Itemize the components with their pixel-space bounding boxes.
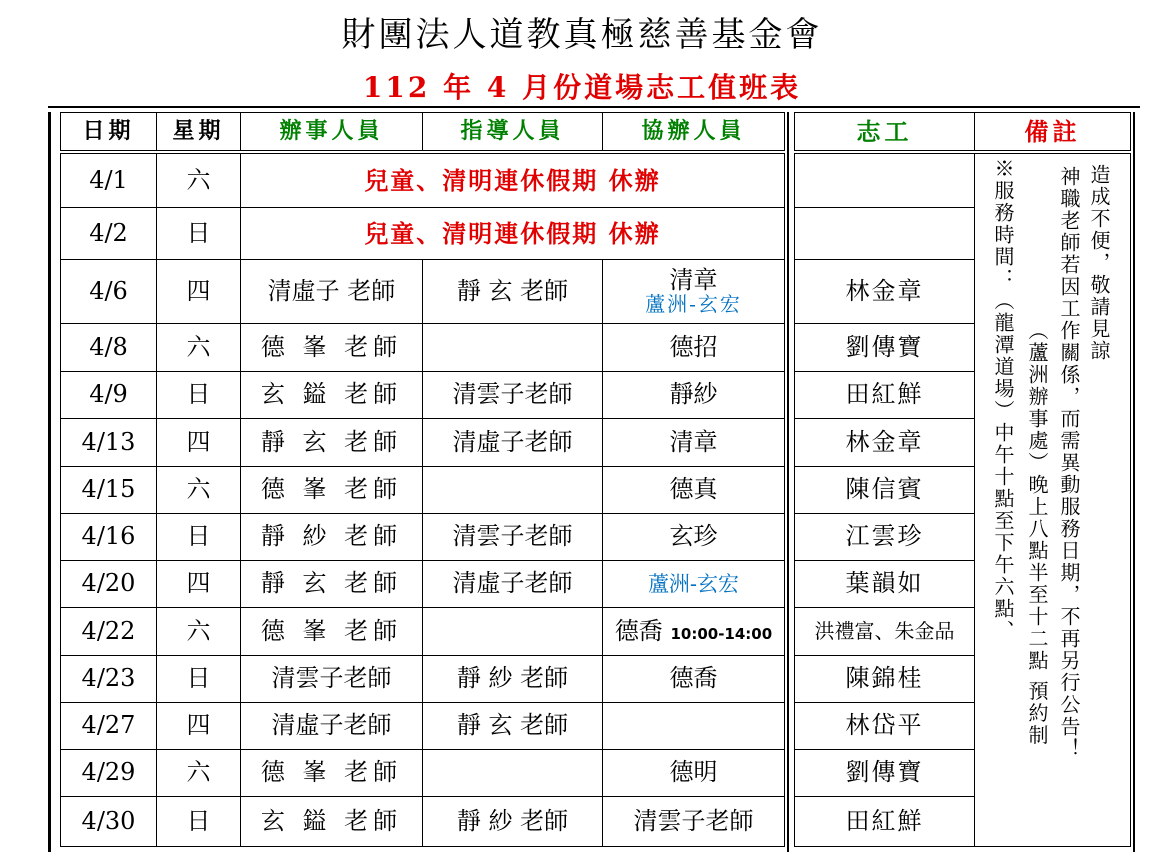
weekday-cell: 六 [157,324,241,372]
guidance-staff-cell: 清虛子老師 [423,419,603,467]
guidance-staff-cell [423,608,603,656]
date-cell: 4/16 [61,514,157,561]
office-staff-cell: 清虛子老師 [241,703,423,750]
holiday-notice: 兒童、清明連休假期 休辦 [241,154,785,208]
office-staff-cell: 玄 鎰 老師 [241,372,423,419]
assist-staff-branch: 蘆洲-玄宏 [645,291,742,316]
assist-staff-cell [603,703,785,750]
date-cell: 4/23 [61,656,157,703]
table-right-border [1133,112,1135,852]
guidance-staff-cell: 清雲子老師 [423,372,603,419]
office-staff-cell: 清虛子 老師 [241,260,423,324]
volunteer-cell: 林金章 [795,260,975,324]
guidance-staff-cell [423,324,603,372]
weekday-cell: 六 [157,608,241,656]
assist-staff-cell: 玄珍 [603,514,785,561]
volunteer-cell: 劉傳寶 [795,750,975,797]
header-volunteer: 志工 [795,113,975,151]
volunteer-cell: 田紅鮮 [795,797,975,847]
volunteer-cell: 田紅鮮 [795,372,975,419]
table-row [61,703,785,750]
holiday-notice: 兒童、清明連休假期 休辦 [241,208,785,260]
volunteer-cell: 林岱平 [795,703,975,750]
date-cell: 4/27 [61,703,157,750]
schedule-table [60,112,785,847]
table-header-row [61,113,785,151]
table-row [61,656,785,703]
office-staff-cell: 德 峯 老師 [241,467,423,514]
table-row [61,154,785,208]
volunteer-table [794,112,1131,847]
date-cell: 4/8 [61,324,157,372]
weekday-cell: 四 [157,260,241,324]
weekday-cell: 四 [157,561,241,608]
date-cell: 4/20 [61,561,157,608]
remarks-line: 神職老師若因工作關係，而需異動服務日期，不再另行公告！ [1057,166,1081,760]
office-staff-cell: 靜 紗 老師 [241,514,423,561]
office-staff-cell: 靜 玄 老師 [241,561,423,608]
remarks-cell [975,154,1131,847]
table-row [61,467,785,514]
assist-staff-cell: 德真 [603,467,785,514]
assist-staff-cell: 靜紗 [603,372,785,419]
assist-staff-cell: 德招 [603,324,785,372]
header-remarks: 備註 [975,113,1131,151]
volunteer-cell: 葉韻如 [795,561,975,608]
office-staff-cell: 德 峯 老師 [241,750,423,797]
date-cell: 4/15 [61,467,157,514]
assist-staff-name: 德喬 [614,616,663,645]
guidance-staff-cell: 靜 玄 老師 [423,260,603,324]
office-staff-cell: 玄 鎰 老師 [241,797,423,847]
table-row [61,608,785,656]
table-row [61,797,785,847]
guidance-staff-cell [423,467,603,514]
assist-staff-cell [603,608,785,656]
weekday-cell: 四 [157,419,241,467]
header-weekday: 星期 [157,113,241,151]
guidance-staff-cell: 清雲子老師 [423,514,603,561]
table-row [61,208,785,260]
table-row [61,260,785,324]
organization-title: 財團法人道教真極慈善基金會 [341,15,823,55]
weekday-cell: 日 [157,797,241,847]
date-cell: 4/22 [61,608,157,656]
schedule-title: 112 年 4 月份道場志工值班表 [362,71,802,104]
assist-staff-name: 清章 [669,266,718,295]
assist-staff-cell [603,260,785,324]
volunteer-cell: 江雲珍 [795,514,975,561]
assist-staff-cell: 德喬 [603,656,785,703]
assist-staff-time: 10:00-14:00 [670,624,773,643]
guidance-staff-cell: 清虛子老師 [423,561,603,608]
assist-staff-cell: 德明 [603,750,785,797]
weekday-cell: 日 [157,514,241,561]
date-cell: 4/1 [61,154,157,208]
table-left-border [48,112,51,852]
table-header-row [795,113,1131,151]
guidance-staff-cell [423,750,603,797]
volunteer-cell: 陳錦桂 [795,656,975,703]
guidance-staff-cell: 靜 紗 老師 [423,656,603,703]
weekday-cell: 四 [157,703,241,750]
assist-staff-cell: 清雲子老師 [603,797,785,847]
table-row [61,324,785,372]
assist-staff-cell: 蘆洲-玄宏 [603,561,785,608]
weekday-cell: 六 [157,467,241,514]
remarks-line: （蘆洲辦事處）晚上八點半至十二點 預約制 [1025,320,1049,747]
date-cell: 4/13 [61,419,157,467]
office-staff-cell: 德 峯 老師 [241,608,423,656]
date-cell: 4/2 [61,208,157,260]
remarks-line: ※服務時間：（龍潭道場）中午十點至下午六點、 [991,158,1015,642]
volunteer-cell [795,208,975,260]
assist-staff-cell: 清章 [603,419,785,467]
date-cell: 4/29 [61,750,157,797]
header-assist-staff: 協辦人員 [603,113,785,151]
table-middle-divider [787,112,789,852]
header-date: 日期 [61,113,157,151]
volunteer-cell: 陳信賓 [795,467,975,514]
table-row [61,419,785,467]
weekday-cell: 日 [157,656,241,703]
date-cell: 4/30 [61,797,157,847]
office-staff-cell: 清雲子老師 [241,656,423,703]
header-office-staff: 辦事人員 [241,113,423,151]
table-row [61,372,785,419]
remarks-line: 造成不便，敬請見諒 [1087,164,1111,362]
guidance-staff-cell: 靜 紗 老師 [423,797,603,847]
guidance-staff-cell: 靜 玄 老師 [423,703,603,750]
table-row [795,154,1131,208]
volunteer-cell: 洪禮富、朱金品 [795,608,975,656]
office-staff-cell: 德 峯 老師 [241,324,423,372]
date-cell: 4/6 [61,260,157,324]
volunteer-cell: 劉傳寶 [795,324,975,372]
date-cell: 4/9 [61,372,157,419]
title-divider [48,106,1140,108]
table-row [61,561,785,608]
volunteer-cell: 林金章 [795,419,975,467]
weekday-cell: 日 [157,372,241,419]
weekday-cell: 日 [157,208,241,260]
volunteer-cell [795,154,975,208]
header-guidance-staff: 指導人員 [423,113,603,151]
weekday-cell: 六 [157,154,241,208]
office-staff-cell: 靜 玄 老師 [241,419,423,467]
table-row [61,514,785,561]
table-row [61,750,785,797]
weekday-cell: 六 [157,750,241,797]
